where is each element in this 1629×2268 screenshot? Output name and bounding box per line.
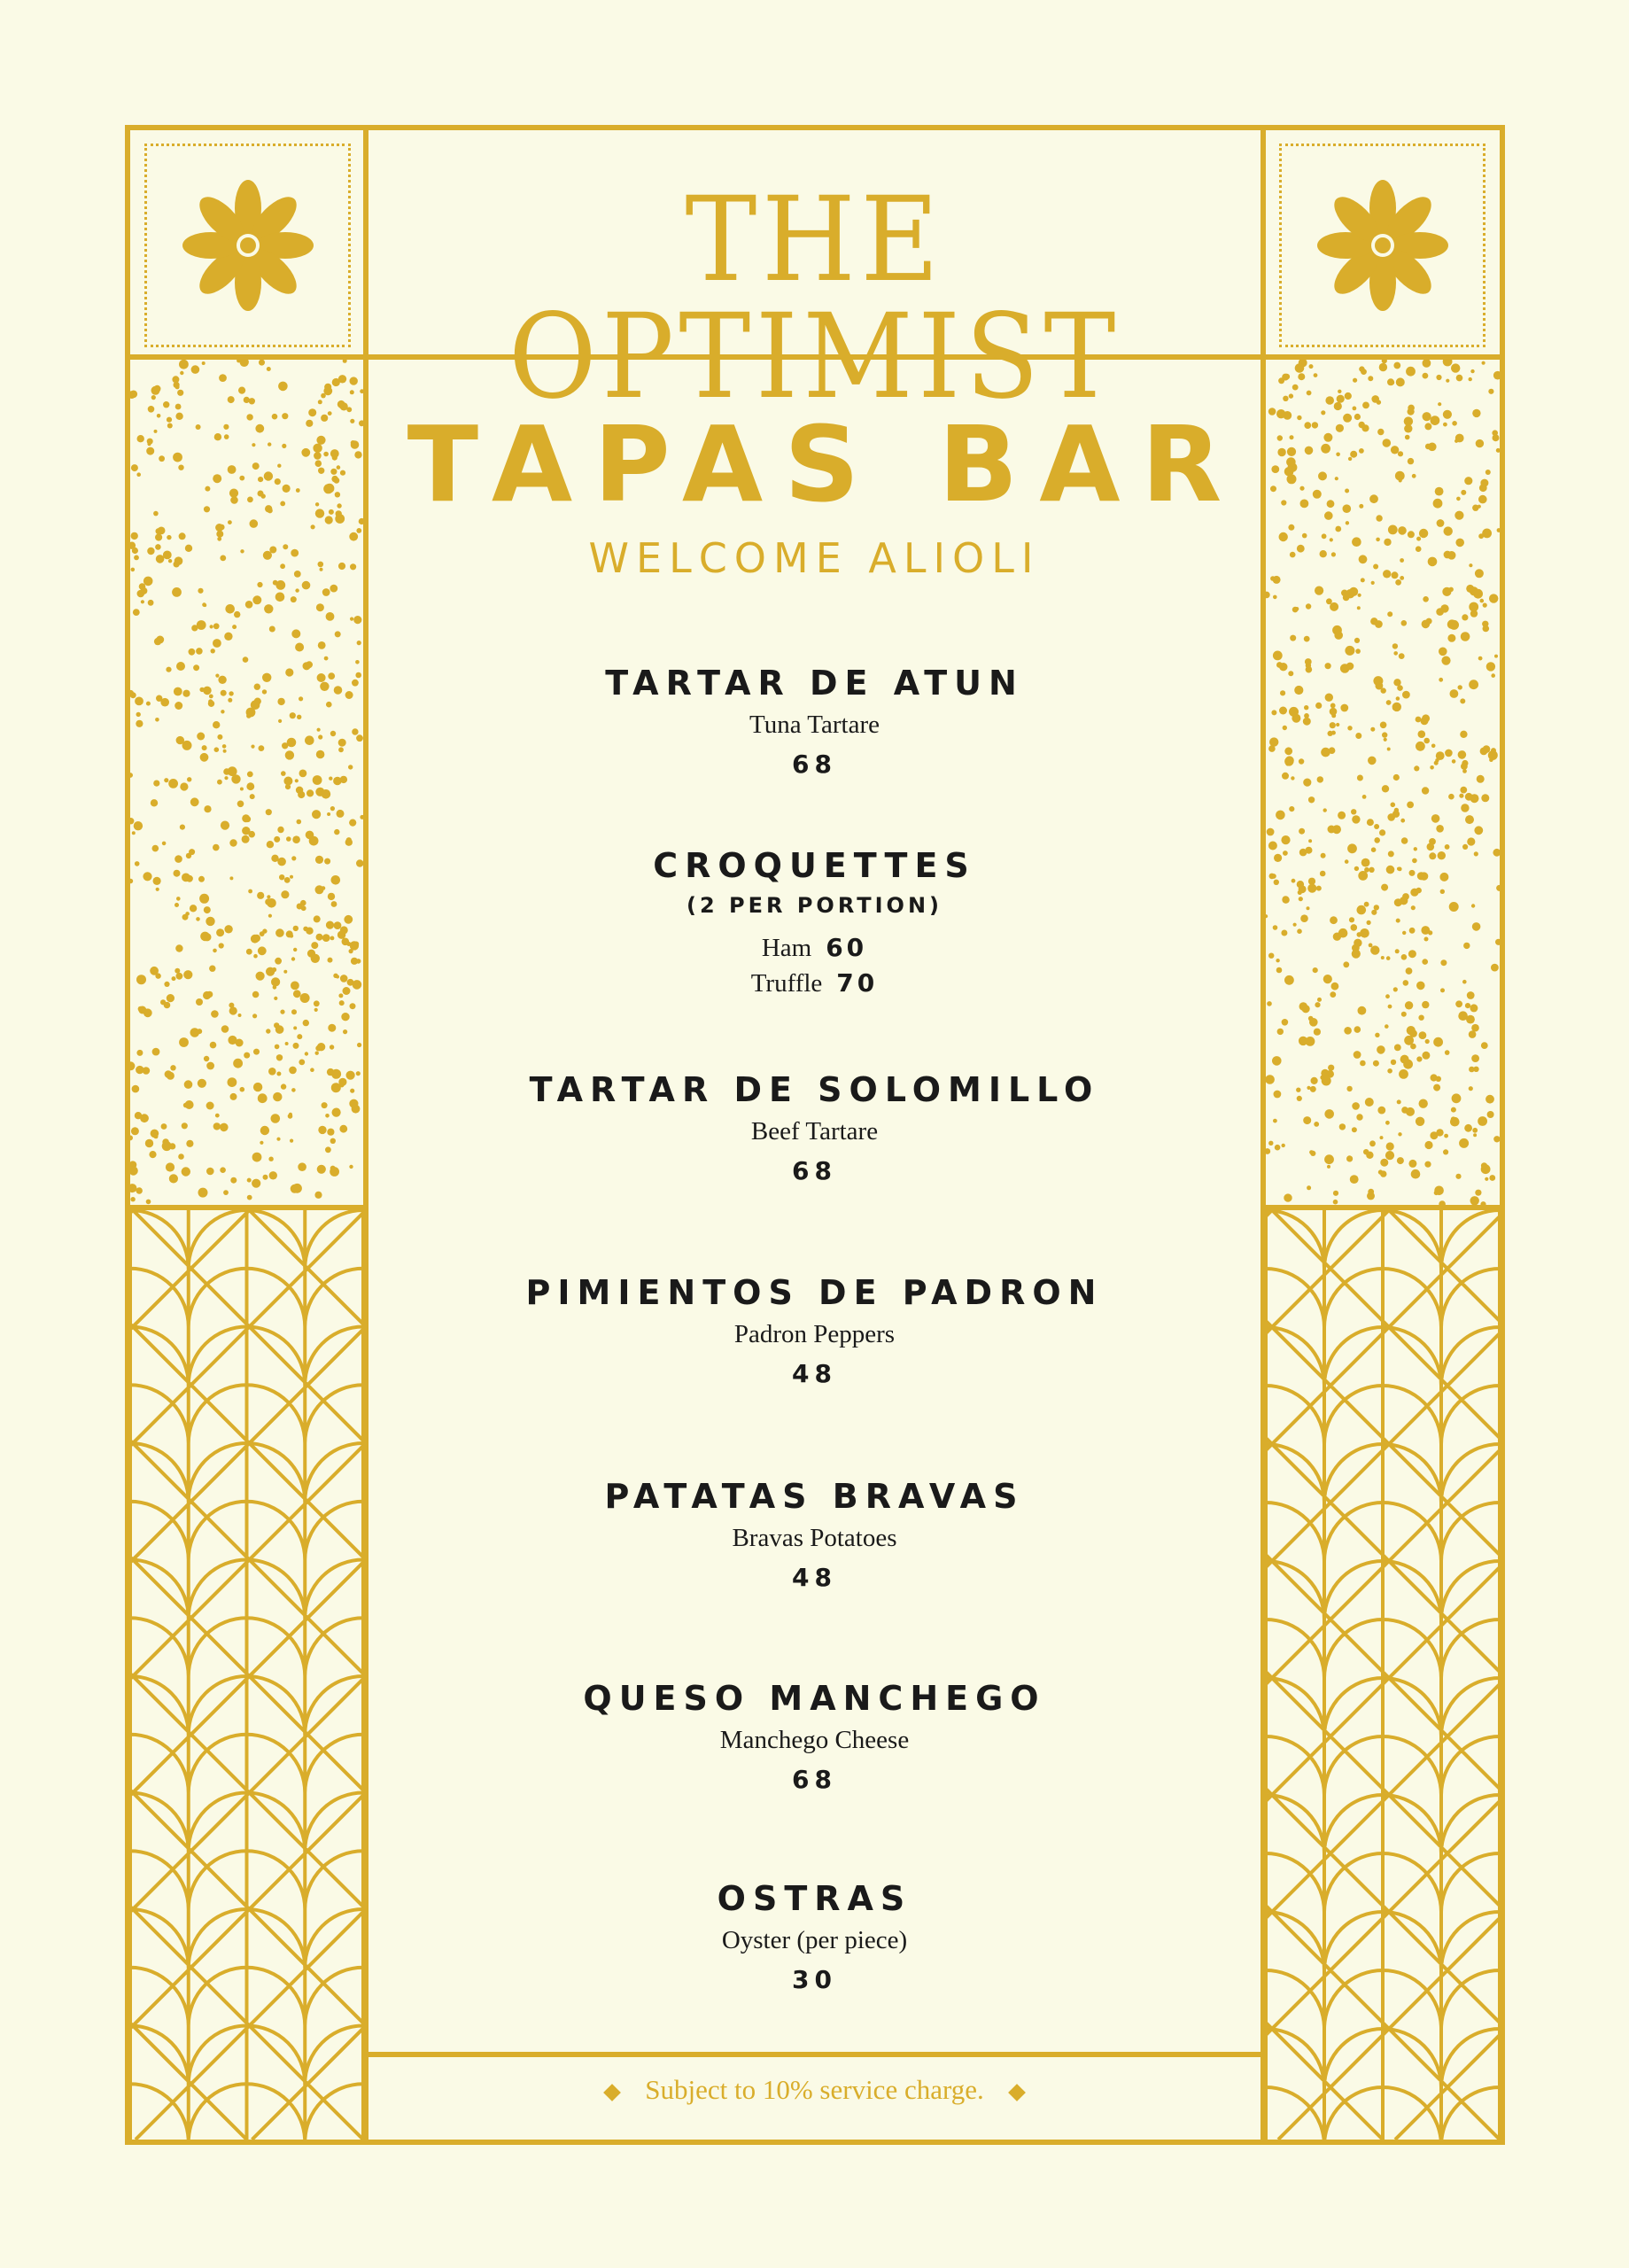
menu-item <box>370 1879 1259 1994</box>
section-title: TAPAS BAR <box>407 403 1244 525</box>
flower-icon <box>173 170 323 321</box>
variant-price: 70 <box>836 968 879 998</box>
item-price: 68 <box>792 750 837 779</box>
item-variant <box>370 966 1259 1001</box>
flower-icon <box>1307 170 1458 321</box>
item-description: Bravas Potatoes <box>732 1524 897 1552</box>
restaurant-name: THE OPTIMIST <box>508 172 1121 425</box>
footer-divider <box>363 2052 1266 2057</box>
service-charge-note <box>370 2076 1259 2103</box>
deco-pattern-right <box>1266 1210 1500 2140</box>
item-name: QUESO MANCHEGO <box>583 1679 1046 1718</box>
menu-item <box>370 1477 1259 1592</box>
footer-text: Subject to 10% service charge. <box>645 2074 984 2105</box>
item-price: 68 <box>792 1765 837 1794</box>
item-name: CROQUETTES <box>653 846 976 885</box>
menu-item <box>370 1273 1259 1388</box>
dotted-pattern-right <box>1266 360 1500 1205</box>
item-description: Oyster (per piece) <box>721 1926 908 1954</box>
menu-item <box>370 666 1259 777</box>
item-price: 30 <box>792 1965 837 1994</box>
menu-item <box>370 846 1259 1001</box>
variant-label: Ham <box>761 934 812 962</box>
menu-item <box>370 1070 1259 1185</box>
item-description: Padron Peppers <box>733 1320 896 1348</box>
item-name: TARTAR DE ATUN <box>605 664 1024 703</box>
frame-divider-left <box>363 125 368 2145</box>
item-description: Manchego Cheese <box>719 1726 910 1754</box>
item-description: Beef Tartare <box>750 1117 879 1146</box>
section-subtitle: WELCOME ALIOLI <box>588 534 1041 582</box>
variant-price: 60 <box>826 933 868 962</box>
item-price: 48 <box>792 1359 837 1388</box>
menu-item <box>370 1679 1259 1794</box>
variant-label: Truffle <box>750 969 823 998</box>
diamond-icon <box>1008 2084 1026 2101</box>
item-note: (2 PER PORTION) <box>687 893 942 918</box>
item-name: TARTAR DE SOLOMILLO <box>529 1070 1100 1109</box>
deco-pattern-left <box>130 1210 363 2140</box>
item-description: Tuna Tartare <box>749 711 880 739</box>
item-variant <box>370 930 1259 966</box>
diamond-icon <box>603 2084 621 2101</box>
item-name: OSTRAS <box>717 1879 912 1918</box>
dotted-pattern-left <box>130 360 363 1205</box>
item-price: 68 <box>792 1156 837 1185</box>
item-name: PIMIENTOS DE PADRON <box>525 1273 1104 1312</box>
item-price: 48 <box>792 1563 837 1592</box>
item-name: PATATAS BRAVAS <box>604 1477 1025 1516</box>
